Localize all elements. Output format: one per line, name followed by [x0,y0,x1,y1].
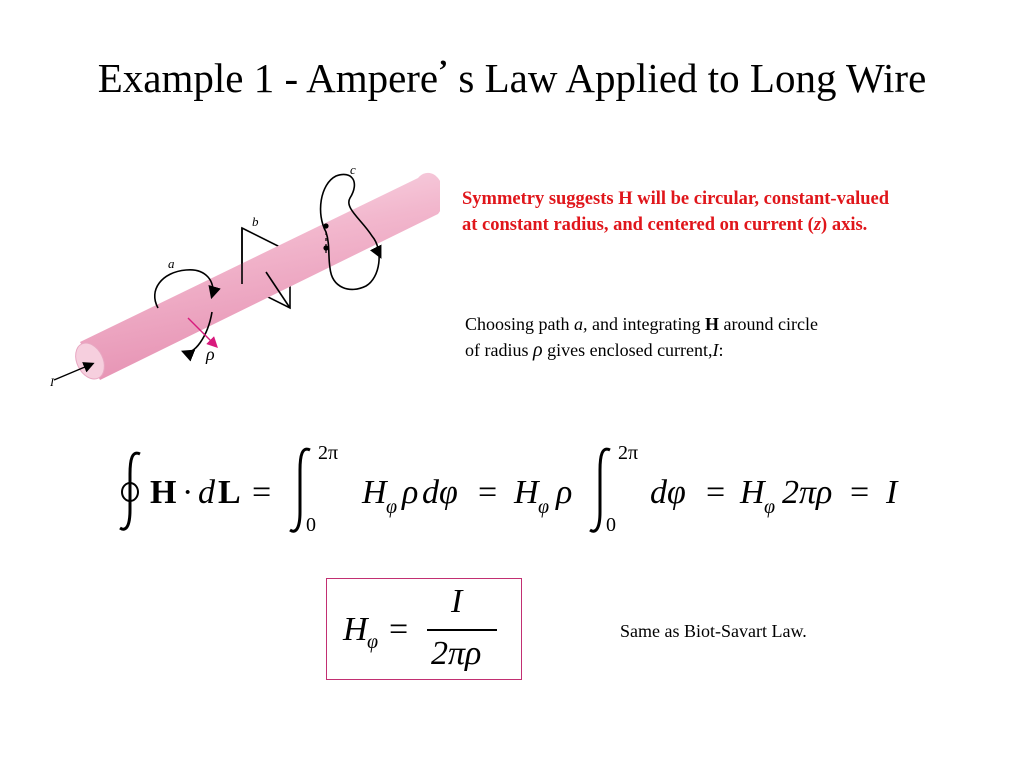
contour-integral-sign [114,450,148,534]
label-I: I [50,375,54,389]
slide-title [0,52,1024,109]
eq-phi-sub-3: φ [764,496,776,518]
eq-L: L [218,474,241,511]
label-b: b [252,214,259,229]
eq-I: I [886,474,898,511]
eq-equals-1: = [252,474,272,511]
label-c: c [350,162,356,177]
result-phi-sub: φ [367,631,379,653]
eq-rho-1: ρ [402,474,419,511]
result-numerator: I [451,583,463,620]
eq-two-pi-rho: 2πρ [782,474,833,511]
eq-dphi-2: dφ [650,474,686,511]
eq-phi-sub-1: φ [386,496,398,518]
result-denominator: 2πρ [431,635,482,672]
label-a: a [168,256,175,271]
path-note [465,311,935,363]
symmetry-line-2: at constant radius, and centered on current (z) axis. [462,215,868,235]
result-H: H [343,611,368,648]
wire-body [80,173,440,380]
eq-equals-3: = [706,474,726,511]
title-apostrophe: ’ [438,54,449,87]
eq-lower-limit-1: 0 [306,514,316,536]
eq-equals-4: = [850,474,870,511]
biot-savart-note: Same as Biot-Savart Law. [620,621,807,641]
label-rho: ρ [206,344,215,364]
eq-Hphi-1: H [362,474,387,511]
result-equals: = [389,611,409,648]
eq-upper-limit-2: 2π [618,442,639,464]
title-text-1: Example 1 - Ampere [97,55,439,101]
symmetry-line-1: Symmetry suggests H will be circular, constant-valued [462,189,890,209]
eq-Hphi-2: H [514,474,539,511]
eq-H: H [150,474,177,511]
ampere-equation [110,442,910,542]
result-box [326,578,522,680]
eq-equals-2: = [478,474,498,511]
title-text-2: s Law Applied to Long Wire [458,55,927,101]
wire-diagram [40,160,440,400]
eq-upper-limit-1: 2π [318,442,339,464]
eq-dphi-1: dφ [422,474,458,511]
eq-lower-limit-2: 0 [606,514,616,536]
path-line-1: Choosing path a, and integrating H around circle [465,314,818,334]
eq-d: d [198,474,215,511]
eq-phi-sub-2: φ [538,496,550,518]
eq-dot: · [182,474,194,511]
path-line-2: of radius ρ gives enclosed current,I: [465,339,724,361]
fraction-bar [427,629,497,631]
symmetry-note [462,186,1002,238]
eq-Hphi-3: H [740,474,765,511]
eq-rho-2: ρ [556,474,573,511]
